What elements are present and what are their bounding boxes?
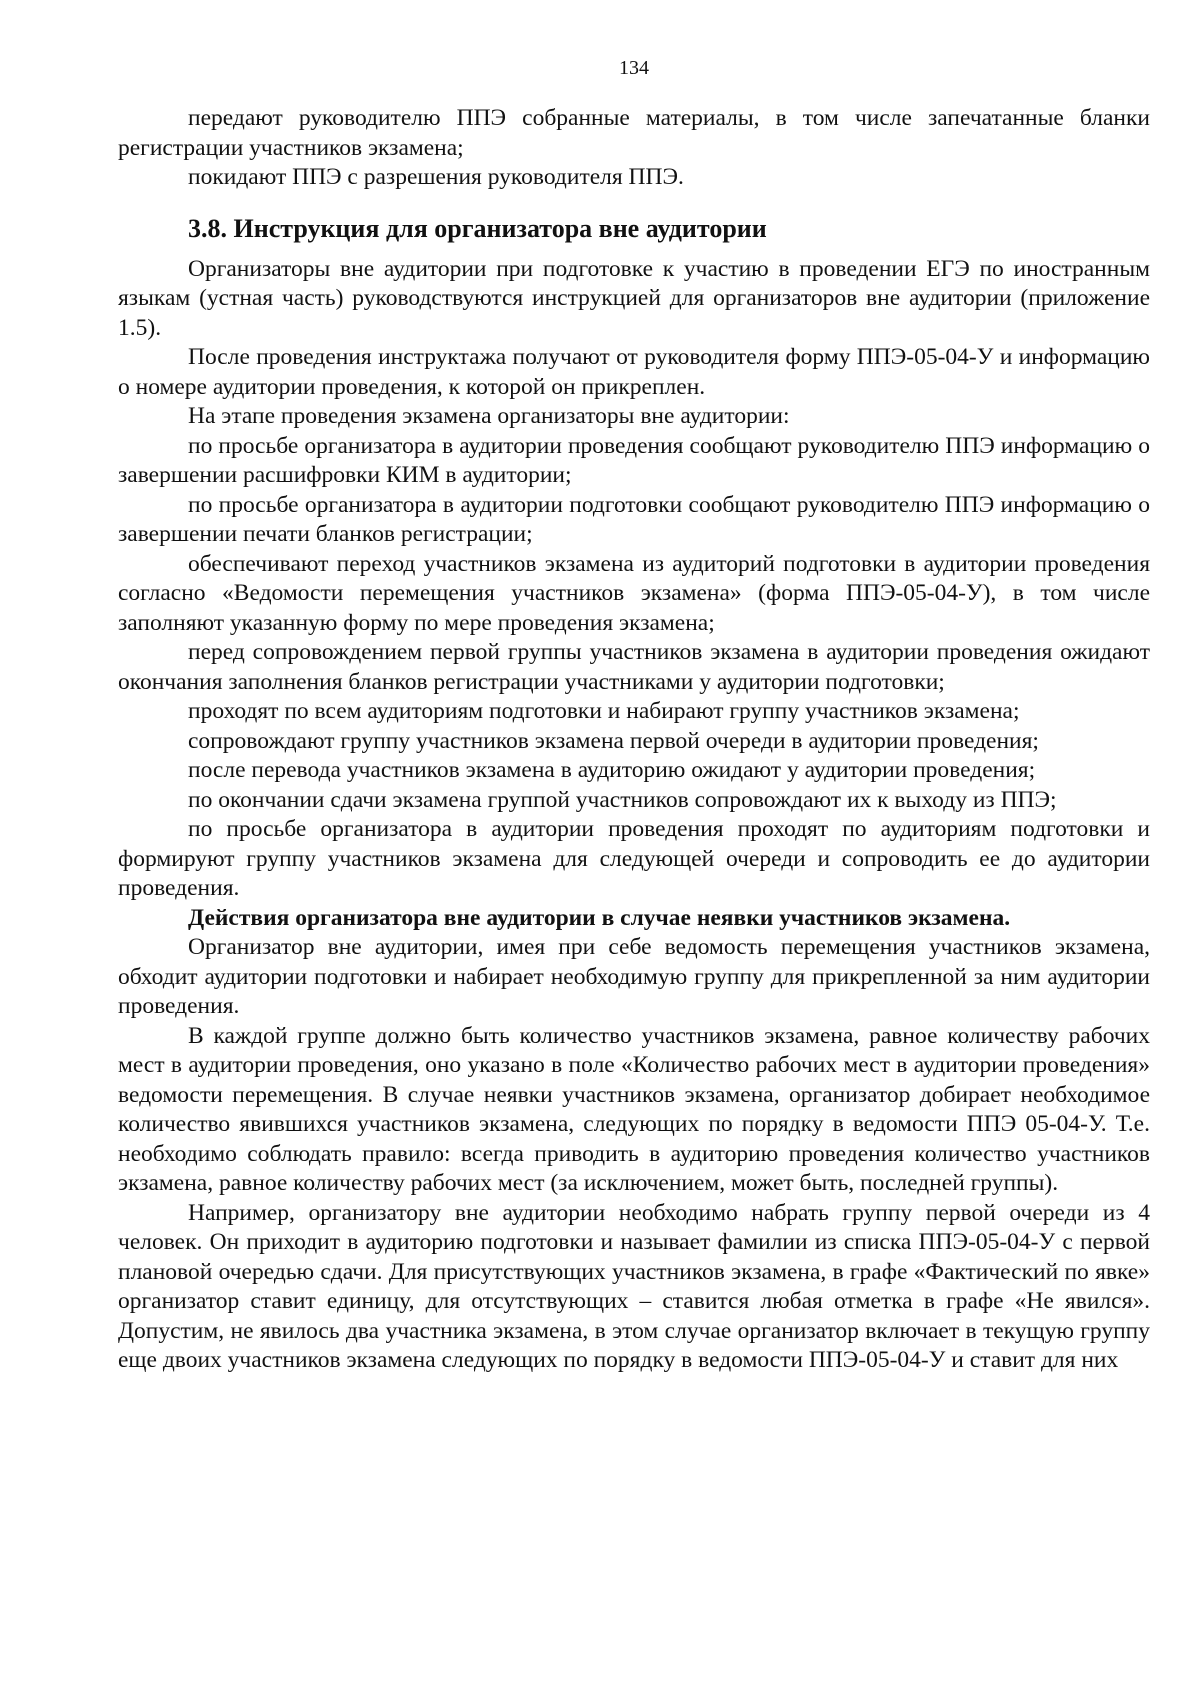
paragraph: Например, организатору вне аудитории необходимо набрать группу первой очереди из 4 человек. Он приходит в аудиторию подготовки и называет фамилии из списка ППЭ-05-04-У с первой плановой очередью сдачи. Для присутствующих участников экзамена, в графе «Фактический по явке» организатор ставит единицу, для отсутствующих – ставится любая отметка в графе «Не явился». Допустим, не явилось два участника экзамена, в этом случае организатор включает в текущую группу еще двоих участников экзамена следующих по порядку в ведомости ППЭ-05-04-У и ставит для них [118,1199,1150,1373]
paragraph: На этапе проведения экзамена организаторы вне аудитории: [188,403,790,429]
paragraph: покидают ППЭ с разрешения руководителя ППЭ. [188,164,684,190]
section-heading: 3.8. Инструкция для организатора вне аудитории [188,213,767,243]
subsection-heading: Действия организатора вне аудитории в случае неявки участников экзамена. [188,904,1011,931]
list-item: по просьбе организатора в аудитории проведения сообщают руководителю ППЭ информацию о завершении расшифровки КИМ в аудитории; [118,432,1150,488]
list-item: по окончании сдачи экзамена группой участников сопровождают их к выходу из ППЭ; [188,786,1057,813]
paragraph: В каждой группе должно быть количество участников экзамена, равное количеству рабочих мест в аудитории проведения, оно указано в поле «Количество рабочих мест в аудитории проведения» ведомости перемещения. В случае неявки участников экзамена, организатор добирает необходимое количество явившихся участников экзамена, следующих по порядку в ведомости ППЭ 05-04-У. Т.е. необходимо соблюдать правило: всегда приводить в аудиторию проведения количество участников экзамена, равное количеству рабочих мест (за исключением, может быть, последней группы). [118,1022,1150,1196]
paragraph: передают руководителю ППЭ собранные материалы, в том числе запечатанные бланки регистрации участников экзамена; [118,105,1150,161]
document-page [118,0,1150,1376]
paragraph: Организаторы вне аудитории при подготовке к участию в проведении ЕГЭ по иностранным языкам (устная часть) руководствуются инструкцией для организаторов вне аудитории (приложение 1.5). [118,255,1150,341]
paragraph: Организатор вне аудитории, имея при себе ведомость перемещения участников экзамена, обходит аудитории подготовки и набирает необходимую группу для прикрепленной за ним аудитории проведения. [118,934,1150,1019]
list-item: сопровождают группу участников экзамена первой очереди в аудитории проведения; [188,727,1039,754]
list-item: по просьбе организатора в аудитории проведения проходят по аудиториям подготовки и формируют группу участников экзамена для следующей очереди и сопроводить ее до аудитории проведения. [118,816,1150,901]
list-item: перед сопровождением первой группы участников экзамена в аудитории проведения ожидают окончания заполнения бланков регистрации участниками у аудитории подготовки; [118,639,1150,695]
list-item: обеспечивают переход участников экзамена из аудиторий подготовки в аудитории проведения согласно «Ведомости перемещения участников экзамена» (форма ППЭ-05-04-У), в том числе заполняют указанную форму по мере проведения экзамена; [118,550,1150,636]
list-item: по просьбе организатора в аудитории подготовки сообщают руководителю ППЭ информацию о завершении печати бланков регистрации; [118,491,1150,547]
list-item: проходят по всем аудиториям подготовки и набирают группу участников экзамена; [188,698,1020,724]
list-item: после перевода участников экзамена в аудиторию ожидают у аудитории проведения; [188,757,1036,783]
paragraph: После проведения инструктажа получают от руководителя форму ППЭ-05-04-У и информацию о номере аудитории проведения, к которой он прикреплен. [118,344,1150,400]
page-number: 134 [619,57,649,79]
